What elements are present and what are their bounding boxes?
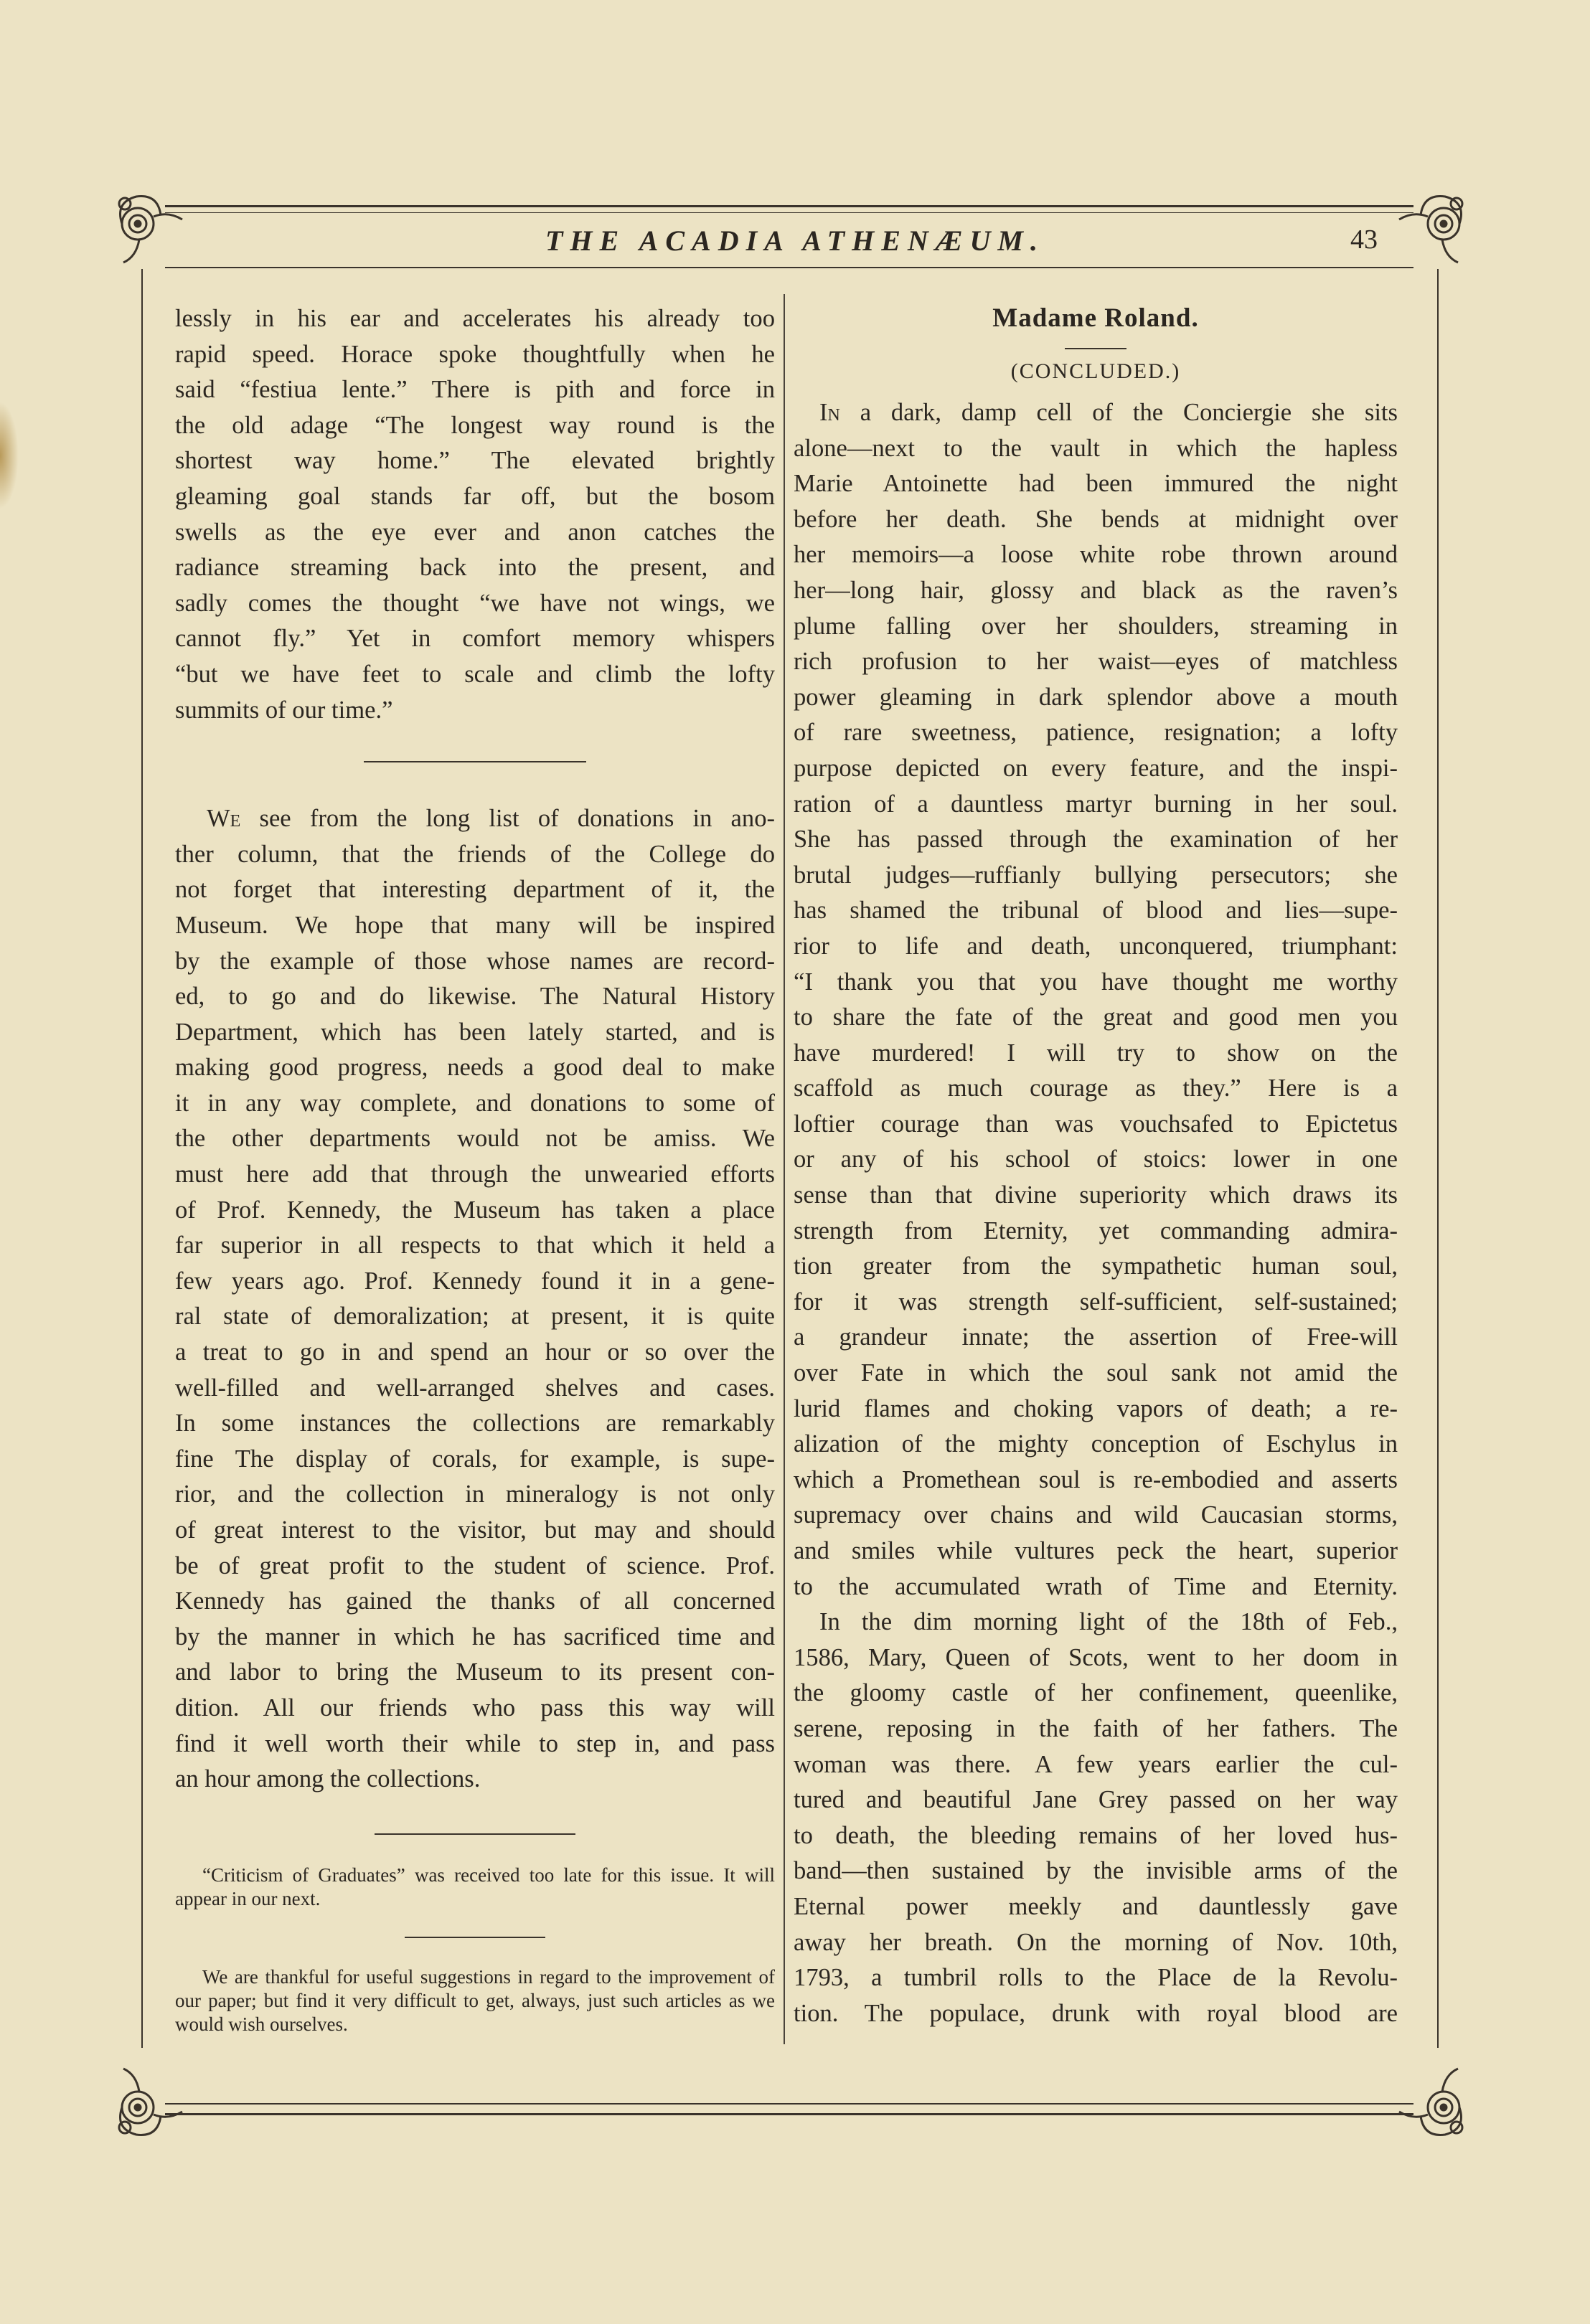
text-line: rapid speed. Horace spoke thoughtfully when he bbox=[175, 340, 775, 368]
text-line: ration of a dauntless martyr burning in her soul. bbox=[794, 790, 1398, 818]
text-line: woman was there. A few years earlier the cul- bbox=[794, 1750, 1398, 1778]
text-line: the old adage “The longest way round is the bbox=[175, 411, 775, 439]
text-line bbox=[794, 395, 1398, 431]
text-line: sadly comes the thought “we have not wings, we bbox=[175, 589, 775, 617]
text-line: find it well worth their while to step in, and pass bbox=[175, 1729, 775, 1757]
text-line: be of great profit to the student of science. Prof. bbox=[175, 1551, 775, 1579]
text-line: to the accumulated wrath of Time and Eternity. bbox=[794, 1572, 1398, 1600]
section-divider bbox=[375, 1833, 575, 1835]
text-line: power gleaming in dark splendor above a mouth bbox=[794, 683, 1398, 711]
text-line: of rare sweetness, patience, resignation; a lofty bbox=[794, 719, 1398, 747]
footer-rule-top bbox=[165, 2103, 1413, 2105]
page-edge-stain bbox=[0, 402, 19, 509]
text-line: and labor to bring the Museum to its present con- bbox=[175, 1658, 775, 1686]
article-subtitle: (CONCLUDED.) bbox=[1010, 359, 1181, 383]
text-line: have murdered! I will try to show on the bbox=[794, 1039, 1398, 1067]
section-divider bbox=[364, 761, 586, 762]
text-line: over Fate in which the soul sank not amid the bbox=[794, 1359, 1398, 1387]
text-line: rich profusion to her waist—eyes of matchless bbox=[794, 648, 1398, 676]
text-line: brutal judges—ruffianly bullying persecutors; she bbox=[794, 861, 1398, 889]
text-line: to death, the bleeding remains of her loved hus- bbox=[794, 1821, 1398, 1849]
text-line: In the dim morning light of the 18th of Feb., bbox=[819, 1608, 1398, 1636]
text-line: gleaming goal stands far off, but the bosom bbox=[175, 482, 775, 510]
text-line: must here add that through the unwearied efforts bbox=[175, 1161, 775, 1189]
text-line: plume falling over her shoulders, streaming in bbox=[794, 612, 1398, 640]
text-line: 1586, Mary, Queen of Scots, went to her doom in bbox=[794, 1643, 1398, 1671]
text-line: strength from Eternity, yet commanding admira- bbox=[794, 1217, 1398, 1244]
text-line: the gloomy castle of her confinement, queenlike, bbox=[794, 1679, 1398, 1707]
header-rule-top-thin bbox=[165, 212, 1413, 213]
text-line: “I thank you that you have thought me worthy bbox=[794, 968, 1398, 996]
text-line: alization of the mighty conception of Eschylus in bbox=[794, 1430, 1398, 1458]
running-header-title: THE ACADIA ATHENÆUM. bbox=[545, 225, 1045, 257]
left-paragraph-museum bbox=[175, 801, 775, 1798]
text-line: fine The display of corals, for example, is supe- bbox=[175, 1445, 775, 1473]
text-line: or any of his school of stoics: lower in one bbox=[794, 1146, 1398, 1173]
text-line: ther column, that the friends of the College do bbox=[175, 840, 775, 868]
text-line: ral state of demoralization; at present, it is quite bbox=[175, 1303, 775, 1331]
footer-rule-bottom bbox=[165, 2113, 1413, 2115]
text-line: well-filled and well-arranged shelves and cases. bbox=[175, 1374, 775, 1402]
text-line: She has passed through the examination of her bbox=[794, 826, 1398, 854]
text-line: a grandeur innate; the assertion of Free-will bbox=[794, 1323, 1398, 1351]
text-line: radiance streaming back into the present, and bbox=[175, 554, 775, 582]
text-line: shortest way home.” The elevated brightly bbox=[175, 447, 775, 475]
corner-ornament-bottom-right-icon bbox=[1388, 2064, 1474, 2143]
text-line: Marie Antoinette had been immured the night bbox=[794, 470, 1398, 498]
text-line: the other departments would not be amiss. We bbox=[175, 1125, 775, 1153]
text-line: summits of our time.” bbox=[175, 696, 393, 724]
text-line: before her death. She bends at midnight over bbox=[794, 505, 1398, 533]
text-line: Museum. We hope that many will be inspired bbox=[175, 911, 775, 939]
text-line: her memoirs—a loose white robe thrown around bbox=[794, 541, 1398, 569]
text-line: her—long hair, glossy and black as the raven’s bbox=[794, 576, 1398, 604]
page-number: 43 bbox=[1350, 225, 1378, 255]
text-line: not forget that interesting department of it, the bbox=[175, 876, 775, 904]
text-line: tured and beautiful Jane Grey passed on her way bbox=[794, 1786, 1398, 1814]
text-line: it in any way complete, and donations to some of bbox=[175, 1089, 775, 1117]
text-line: making good progress, needs a good deal to make bbox=[175, 1054, 775, 1082]
right-paragraph-cell bbox=[794, 395, 1398, 1605]
text-line: sense than that divine superiority which draws its bbox=[794, 1181, 1398, 1209]
text-line-rest: see from the long list of donations in ano- bbox=[240, 805, 775, 833]
text-line: Kennedy has gained the thanks of all concerned bbox=[175, 1587, 775, 1615]
text-line: far superior in all respects to that which it held a bbox=[175, 1232, 775, 1260]
text-line: by the manner in which he has sacrificed time and bbox=[175, 1622, 775, 1650]
header-rule-bottom bbox=[165, 267, 1413, 268]
text-line: Eternal power meekly and dauntlessly gave bbox=[794, 1892, 1398, 1920]
text-line: by the example of those whose names are record- bbox=[175, 947, 775, 975]
text-line: for it was strength self-sufficient, self-sustained; bbox=[794, 1288, 1398, 1315]
text-line: and smiles while vultures peck the heart, superior bbox=[794, 1537, 1398, 1564]
article-title: Madame Roland. bbox=[992, 303, 1199, 333]
text-line: In some instances the collections are remarkably bbox=[175, 1409, 775, 1437]
notice-thanks-suggestions: We are thankful for useful suggestions in regard to the improvement of our paper; but find it very difficult to get, always, just such articles as we would wish ourselves. bbox=[175, 1965, 775, 2035]
text-line: purpose depicted on every feature, and the inspi- bbox=[794, 754, 1398, 782]
text-line: has shamed the tribunal of blood and lies—supe- bbox=[794, 897, 1398, 925]
text-line: alone—next to the vault in which the hapless bbox=[794, 434, 1398, 462]
text-line: lessly in his ear and accelerates his already too bbox=[175, 305, 775, 332]
text-line: loftier courage than was vouchsafed to Epictetus bbox=[794, 1110, 1398, 1138]
text-line: band—then sustained by the invisible arms of the bbox=[794, 1857, 1398, 1885]
text-line: rior, and the collection in mineralogy is not only bbox=[175, 1480, 775, 1508]
text-line: an hour among the collections. bbox=[175, 1765, 481, 1793]
text-line: tion. The populace, drunk with royal blood are bbox=[794, 1999, 1398, 2027]
text-line-rest: a dark, damp cell of the Conciergie she sits bbox=[839, 399, 1398, 426]
notice-criticism-of-graduates: “Criticism of Graduates” was received too late for this issue. It will appear in our next. bbox=[175, 1864, 775, 1909]
text-line: to share the fate of the great and good men you bbox=[794, 1003, 1398, 1031]
text-line: dition. All our friends who pass this way will bbox=[175, 1694, 775, 1721]
header-rule-top bbox=[165, 205, 1413, 207]
text-line: of Prof. Kennedy, the Museum has taken a place bbox=[175, 1196, 775, 1224]
column-divider bbox=[784, 294, 785, 2044]
section-divider bbox=[405, 1937, 545, 1938]
left-paragraph-continued bbox=[175, 301, 775, 728]
lead-word: In bbox=[819, 399, 840, 426]
text-line: few years ago. Prof. Kennedy found it in a gene- bbox=[175, 1267, 775, 1295]
text-line bbox=[175, 801, 775, 837]
left-column bbox=[175, 301, 775, 2036]
text-line: cannot fly.” Yet in comfort memory whispers bbox=[175, 625, 775, 653]
text-line: lurid flames and choking vapors of death; a re- bbox=[794, 1394, 1398, 1422]
text-line: a treat to go in and spend an hour or so over the bbox=[175, 1338, 775, 1366]
text-line: scaffold as much courage as they.” Here is a bbox=[794, 1074, 1398, 1102]
text-line: Department, which has been lately started, and is bbox=[175, 1018, 775, 1046]
text-line: of great interest to the visitor, but may and should bbox=[175, 1516, 775, 1544]
frame-rule-right bbox=[1437, 269, 1439, 2048]
title-divider bbox=[1065, 348, 1126, 349]
right-paragraph-martyrs bbox=[794, 1605, 1398, 2031]
text-line: said “festiua lente.” There is pith and force in bbox=[175, 376, 775, 404]
text-line: supremacy over chains and wild Caucasian storms, bbox=[794, 1501, 1398, 1529]
text-line: swells as the eye ever and anon catches the bbox=[175, 518, 775, 546]
text-line: serene, reposing in the faith of her fathers. The bbox=[794, 1714, 1398, 1742]
right-column bbox=[794, 301, 1398, 2031]
lead-word: We bbox=[207, 805, 241, 833]
corner-ornament-bottom-left-icon bbox=[108, 2064, 194, 2143]
frame-rule-left bbox=[141, 269, 143, 2048]
text-line: “but we have feet to scale and climb the lofty bbox=[175, 660, 775, 688]
text-line: 1793, a tumbril rolls to the Place de la Revolu- bbox=[794, 1964, 1398, 1992]
text-line: tion greater from the sympathetic human soul, bbox=[794, 1252, 1398, 1280]
text-line: ed, to go and do likewise. The Natural History bbox=[175, 983, 775, 1011]
text-line: rior to life and death, unconquered, triumphant: bbox=[794, 932, 1398, 960]
text-line: which a Promethean soul is re-embodied and asserts bbox=[794, 1465, 1398, 1493]
text-line: away her breath. On the morning of Nov. 10th, bbox=[794, 1928, 1398, 1956]
